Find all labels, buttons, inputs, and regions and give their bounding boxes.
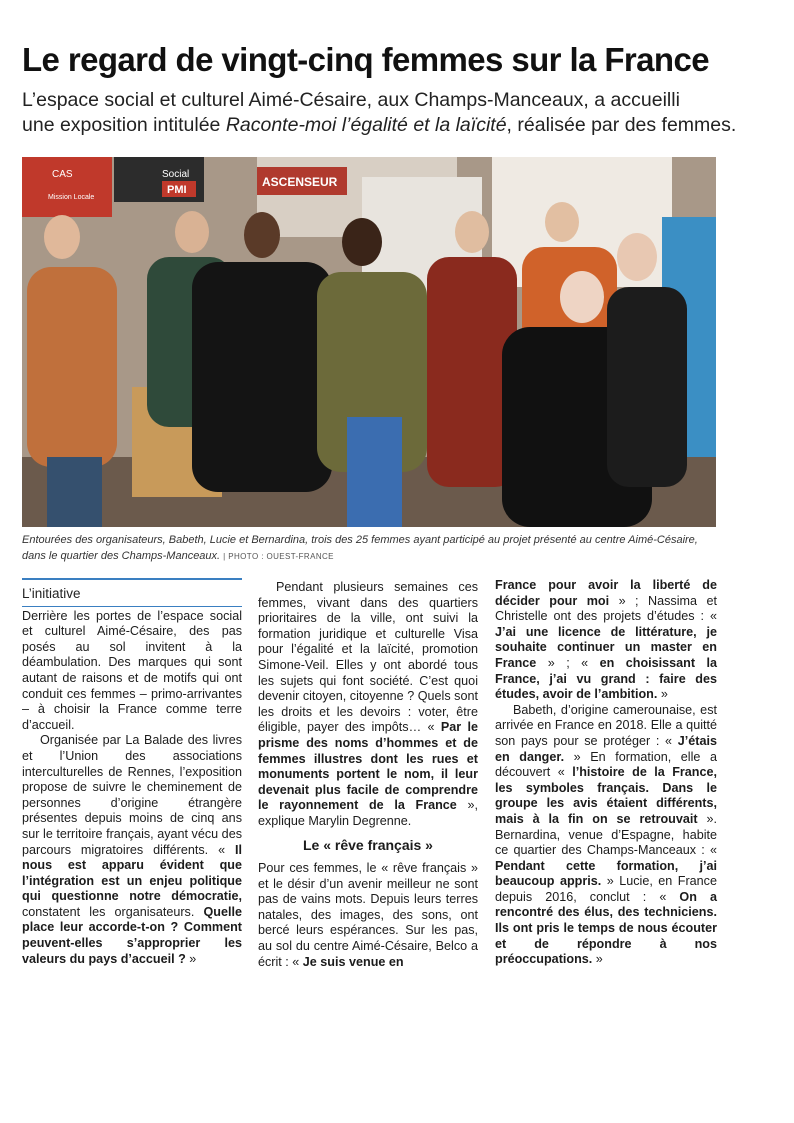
standfirst-line2b: , réalisée par des femmes. xyxy=(506,114,737,136)
caption-text: Entourées des organisateurs, Babeth, Lucie et Bernardina, trois des 25 femmes ayant participé au projet présenté au centre Aimé-Césaire, dans le quartier des Champs-Manceaux. xyxy=(22,534,698,562)
paragraph-text: » xyxy=(592,952,603,967)
article-column-1 xyxy=(22,578,242,967)
article-standfirst xyxy=(22,88,782,138)
paragraph-text: » ; « xyxy=(536,655,600,670)
standfirst-line2a: une exposition intitulée xyxy=(22,114,226,136)
quote-bold: France pour avoir la liberté de décider pour moi xyxy=(495,578,717,608)
paragraph-text: ». Bernardina, venue d’Espagne, habite ce quartier des Champs-Manceaux : « xyxy=(495,811,717,858)
paragraph xyxy=(495,703,717,968)
quote-bold: en choisissant la France, j’ai vu grand : faire des études, avoir de l’ambition. xyxy=(495,655,717,702)
paragraph-text: », explique Marylin Degrenne. xyxy=(258,798,478,828)
paragraph-text: constatent les organisateurs. xyxy=(22,904,204,919)
photo-credit: | PHOTO : OUEST-FRANCE xyxy=(223,552,334,561)
quote-bold: Quelle place leur accorde-t-on ? Comment peuvent-elles s’approprier les valeurs du pays d’accueil ? xyxy=(22,904,242,966)
quote-bold: J’étais en danger. xyxy=(495,733,717,764)
quote-bold: On a rencontré des élus, des techniciens. Ils ont pris le temps de nous écouter et de répondre à nos préoccupations. xyxy=(495,889,717,967)
section-label-initiative: L’initiative xyxy=(22,578,242,607)
paragraph-text: Pour ces femmes, le « rêve français » et le désir d’un avenir meilleur ne sont pas de vains mots. Depuis leurs terres natales, des images, des sons, ont bercé leurs espérances. Sur les pas, au sol du centre Aimé-Césaire, Belco a écrit : « xyxy=(258,861,478,969)
article-column-3 xyxy=(495,578,717,968)
photo-caption xyxy=(22,532,716,565)
paragraph-text: » ; Nassima et Christelle ont des projets d’études : « xyxy=(495,593,717,624)
quote-bold: Pendant cette formation, j’ai beaucoup appris. xyxy=(495,858,717,889)
quote-bold: Je suis venue en xyxy=(302,954,404,969)
paragraph xyxy=(258,580,478,830)
standfirst-line1: L’espace social et culturel Aimé-Césaire, aux Champs-Manceaux, a accueilli xyxy=(22,89,680,111)
sign-ascenseur: ASCENSEUR xyxy=(262,175,338,189)
paragraph-text: Organisée par La Balade des livres et l’Union des associations interculturelles de Rennes, l’exposition propose de suivre le cheminement de personnes d’origine étrangère présentes depuis moins de cinq ans sur le territoire français, ayant vécu des parcours migratoires différents. « xyxy=(22,733,242,857)
quote-bold: J’ai une licence de littérature, je souhaite continuer un master en France xyxy=(495,624,717,670)
paragraph-text: » xyxy=(657,687,668,702)
paragraph xyxy=(22,733,242,967)
paragraph-text: Pendant plusieurs semaines ces femmes, vivant dans des quartiers prioritaires de la ville, ont suivi la formation juridique et culturelle Visa pour l’égalité et la laïcité, promotion Simone-Veil. Elles y ont abordé tous les sujets qui font société. C’est quoi devenir citoyen, citoyenne ? Quels sont les droits et les devoirs : voter, être éligible, payer des impôts… « xyxy=(258,580,478,735)
paragraph xyxy=(495,578,717,703)
sign-social: Social xyxy=(162,169,190,180)
paragraph-text: » xyxy=(185,951,197,966)
paragraph-text: » Lucie, en France depuis 2016, conclut : « xyxy=(495,874,717,904)
paragraph-text: Babeth, d’origine camerounaise, est arrivée en France en 2018. Elle a quitté son pays pour se protéger : « xyxy=(495,702,717,748)
quote-bold: Il nous est apparu évident que l’intégration est un enjeu politique qui questionne notre démocratie, xyxy=(22,842,242,904)
paragraph xyxy=(258,861,478,970)
sign-mission: Mission Locale xyxy=(48,194,95,201)
article-column-2 xyxy=(258,580,478,970)
quote-bold: Par le prisme des noms d’hommes et de femmes illustres dont les rues et monuments portent le nom, il leur devenait plus facile de comprendre le rayonnement de la France xyxy=(258,720,478,813)
paragraph: Derrière les portes de l’espace social et culturel Aimé-Césaire, des pas posés au sol invitent à la déambulation. Des marques qui sont autant de raisons et de motifs qui ont conduit ces femmes – primo-arrivantes – à choisir la France comme terre d’accueil. xyxy=(22,608,242,732)
article-photo xyxy=(22,157,716,527)
paragraph-text: » En formation, elle a découvert « xyxy=(495,749,717,780)
sign-pmi: PMI xyxy=(167,184,187,196)
red-sign-panel xyxy=(22,157,112,217)
group-photo-illustration xyxy=(22,157,716,527)
subheading-reve-francais: Le « rêve français » xyxy=(303,836,433,853)
exhibition-title: Raconte-moi l’égalité et la laïcité xyxy=(225,114,507,136)
article-headline: Le regard de vingt-cinq femmes sur la France xyxy=(22,41,709,78)
quote-bold: l’histoire de la France, les symboles français. Dans le groupe les avis étaient différents, mais à la fin on se retrouvait xyxy=(495,765,718,826)
sign-cas: CAS xyxy=(52,169,73,180)
